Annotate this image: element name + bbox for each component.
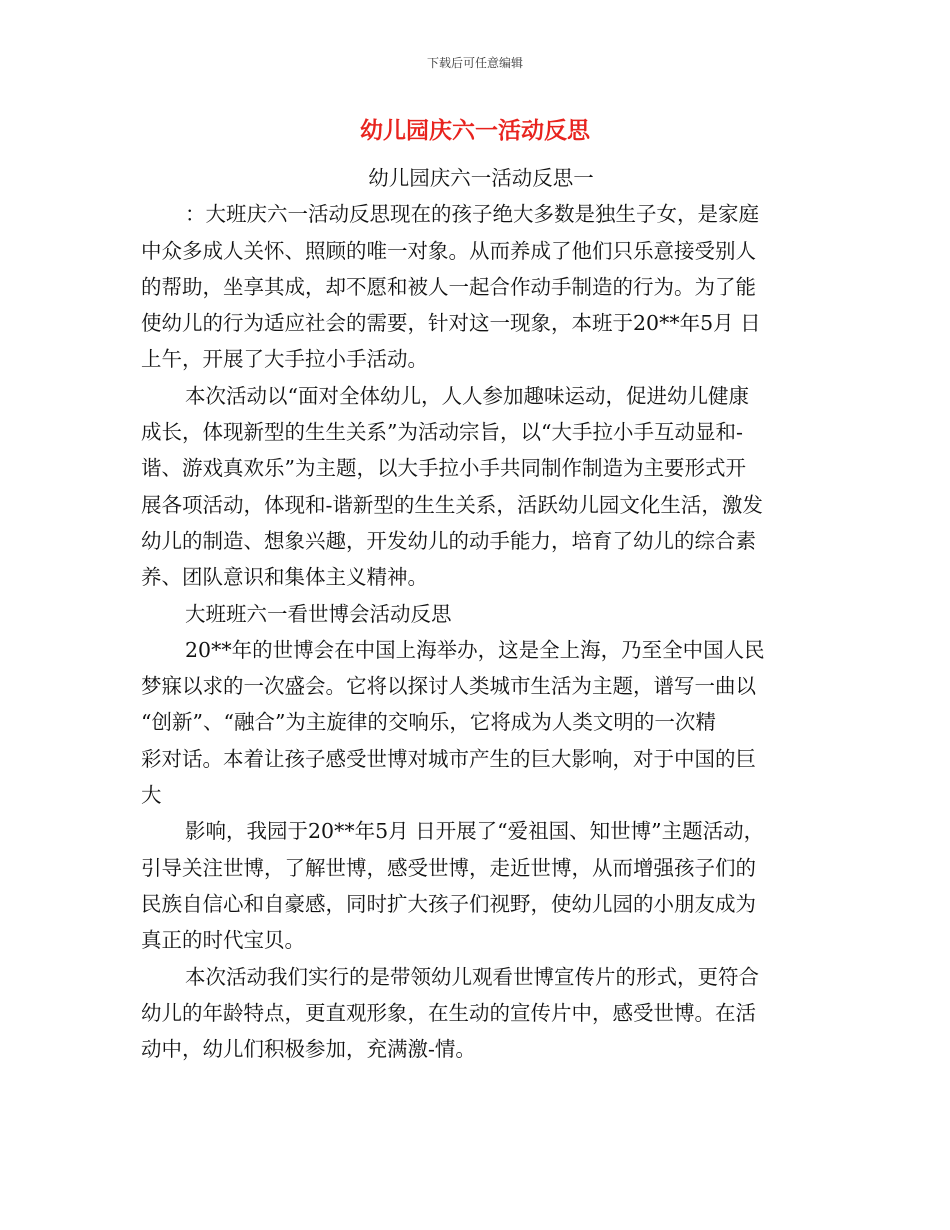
text-line: 养、团队意识和集体主义精神。 (141, 565, 428, 590)
text-line: 上午，开展了大手拉小手活动。 (141, 347, 428, 372)
text-line: “创新”、“融合”为主旋律的交响乐，它将成为人类文明的一次精 (141, 710, 716, 735)
text-line: 幼儿园庆六一活动反思一 (368, 166, 594, 190)
text-line: 谐、游戏真欢乐”为主题，以大手拉小手共同制作制造为主要形式开 (141, 456, 746, 481)
text-line: 彩对话。本着让孩子感受世博对城市产生的巨大影响，对于中国的巨 (141, 746, 756, 771)
text-line: 幼儿的制造、想象兴趣，开发幼儿的动手能力，培育了幼儿的综合素 (141, 528, 756, 553)
text-line: 大 (141, 783, 162, 808)
text-line: 使幼儿的行为适应社会的需要，针对这一现象，本班于20**年5月 日 (141, 311, 761, 336)
text-line: 幼儿的年龄特点，更直观形象，在生动的宣传片中，感受世博。在活 (141, 1000, 756, 1025)
text-line: 20**年的世博会在中国上海举办，这是全上海，乃至全中国人民 (185, 637, 765, 662)
text-line: 本次活动以“面对全体幼儿，人人参加趣味运动，促进幼儿健康 (185, 383, 749, 408)
document-body (141, 160, 821, 1067)
text-line: 的帮助，坐享其成，却不愿和被人一起合作动手制造的行为。为了能 (141, 274, 756, 299)
text-line: 成长，体现新型的生生关系”为活动宗旨，以“大手拉小手互动显和- (141, 420, 743, 445)
text-line: ：大班庆六一活动反思现在的孩子绝大多数是独生子女，是家庭 (185, 202, 759, 227)
page-header-note: 下载后可任意编辑 (426, 56, 523, 70)
text-line: 本次活动我们实行的是带领幼儿观看世博宣传片的形式，更符合 (185, 964, 759, 989)
text-line: 影响，我园于20**年5月 日开展了“爱祖国、知世博”主题活动， (185, 819, 765, 844)
text-line: 中众多成人关怀、照顾的唯一对象。从而养成了他们只乐意接受别人 (141, 238, 756, 263)
text-line: 引导关注世博，了解世博，感受世博，走近世博，从而增强孩子们的 (141, 855, 756, 880)
text-line: 真正的时代宝贝。 (141, 928, 305, 953)
text-line: 大班班六一看世博会活动反思 (185, 601, 452, 626)
text-line: 民族自信心和自豪感，同时扩大孩子们视野，使幼儿园的小朋友成为 (141, 891, 756, 916)
text-line: 展各项活动，体现和-谐新型的生生关系，活跃幼儿园文化生活，激发 (141, 492, 763, 517)
text-line: 梦寐以求的一次盛会。它将以探讨人类城市生活为主题，谱写一曲以 (141, 674, 756, 699)
text-line: 动中，幼儿们积极参加，充满激-情。 (141, 1037, 476, 1062)
document-title: 幼儿园庆六一活动反思 (360, 118, 590, 144)
